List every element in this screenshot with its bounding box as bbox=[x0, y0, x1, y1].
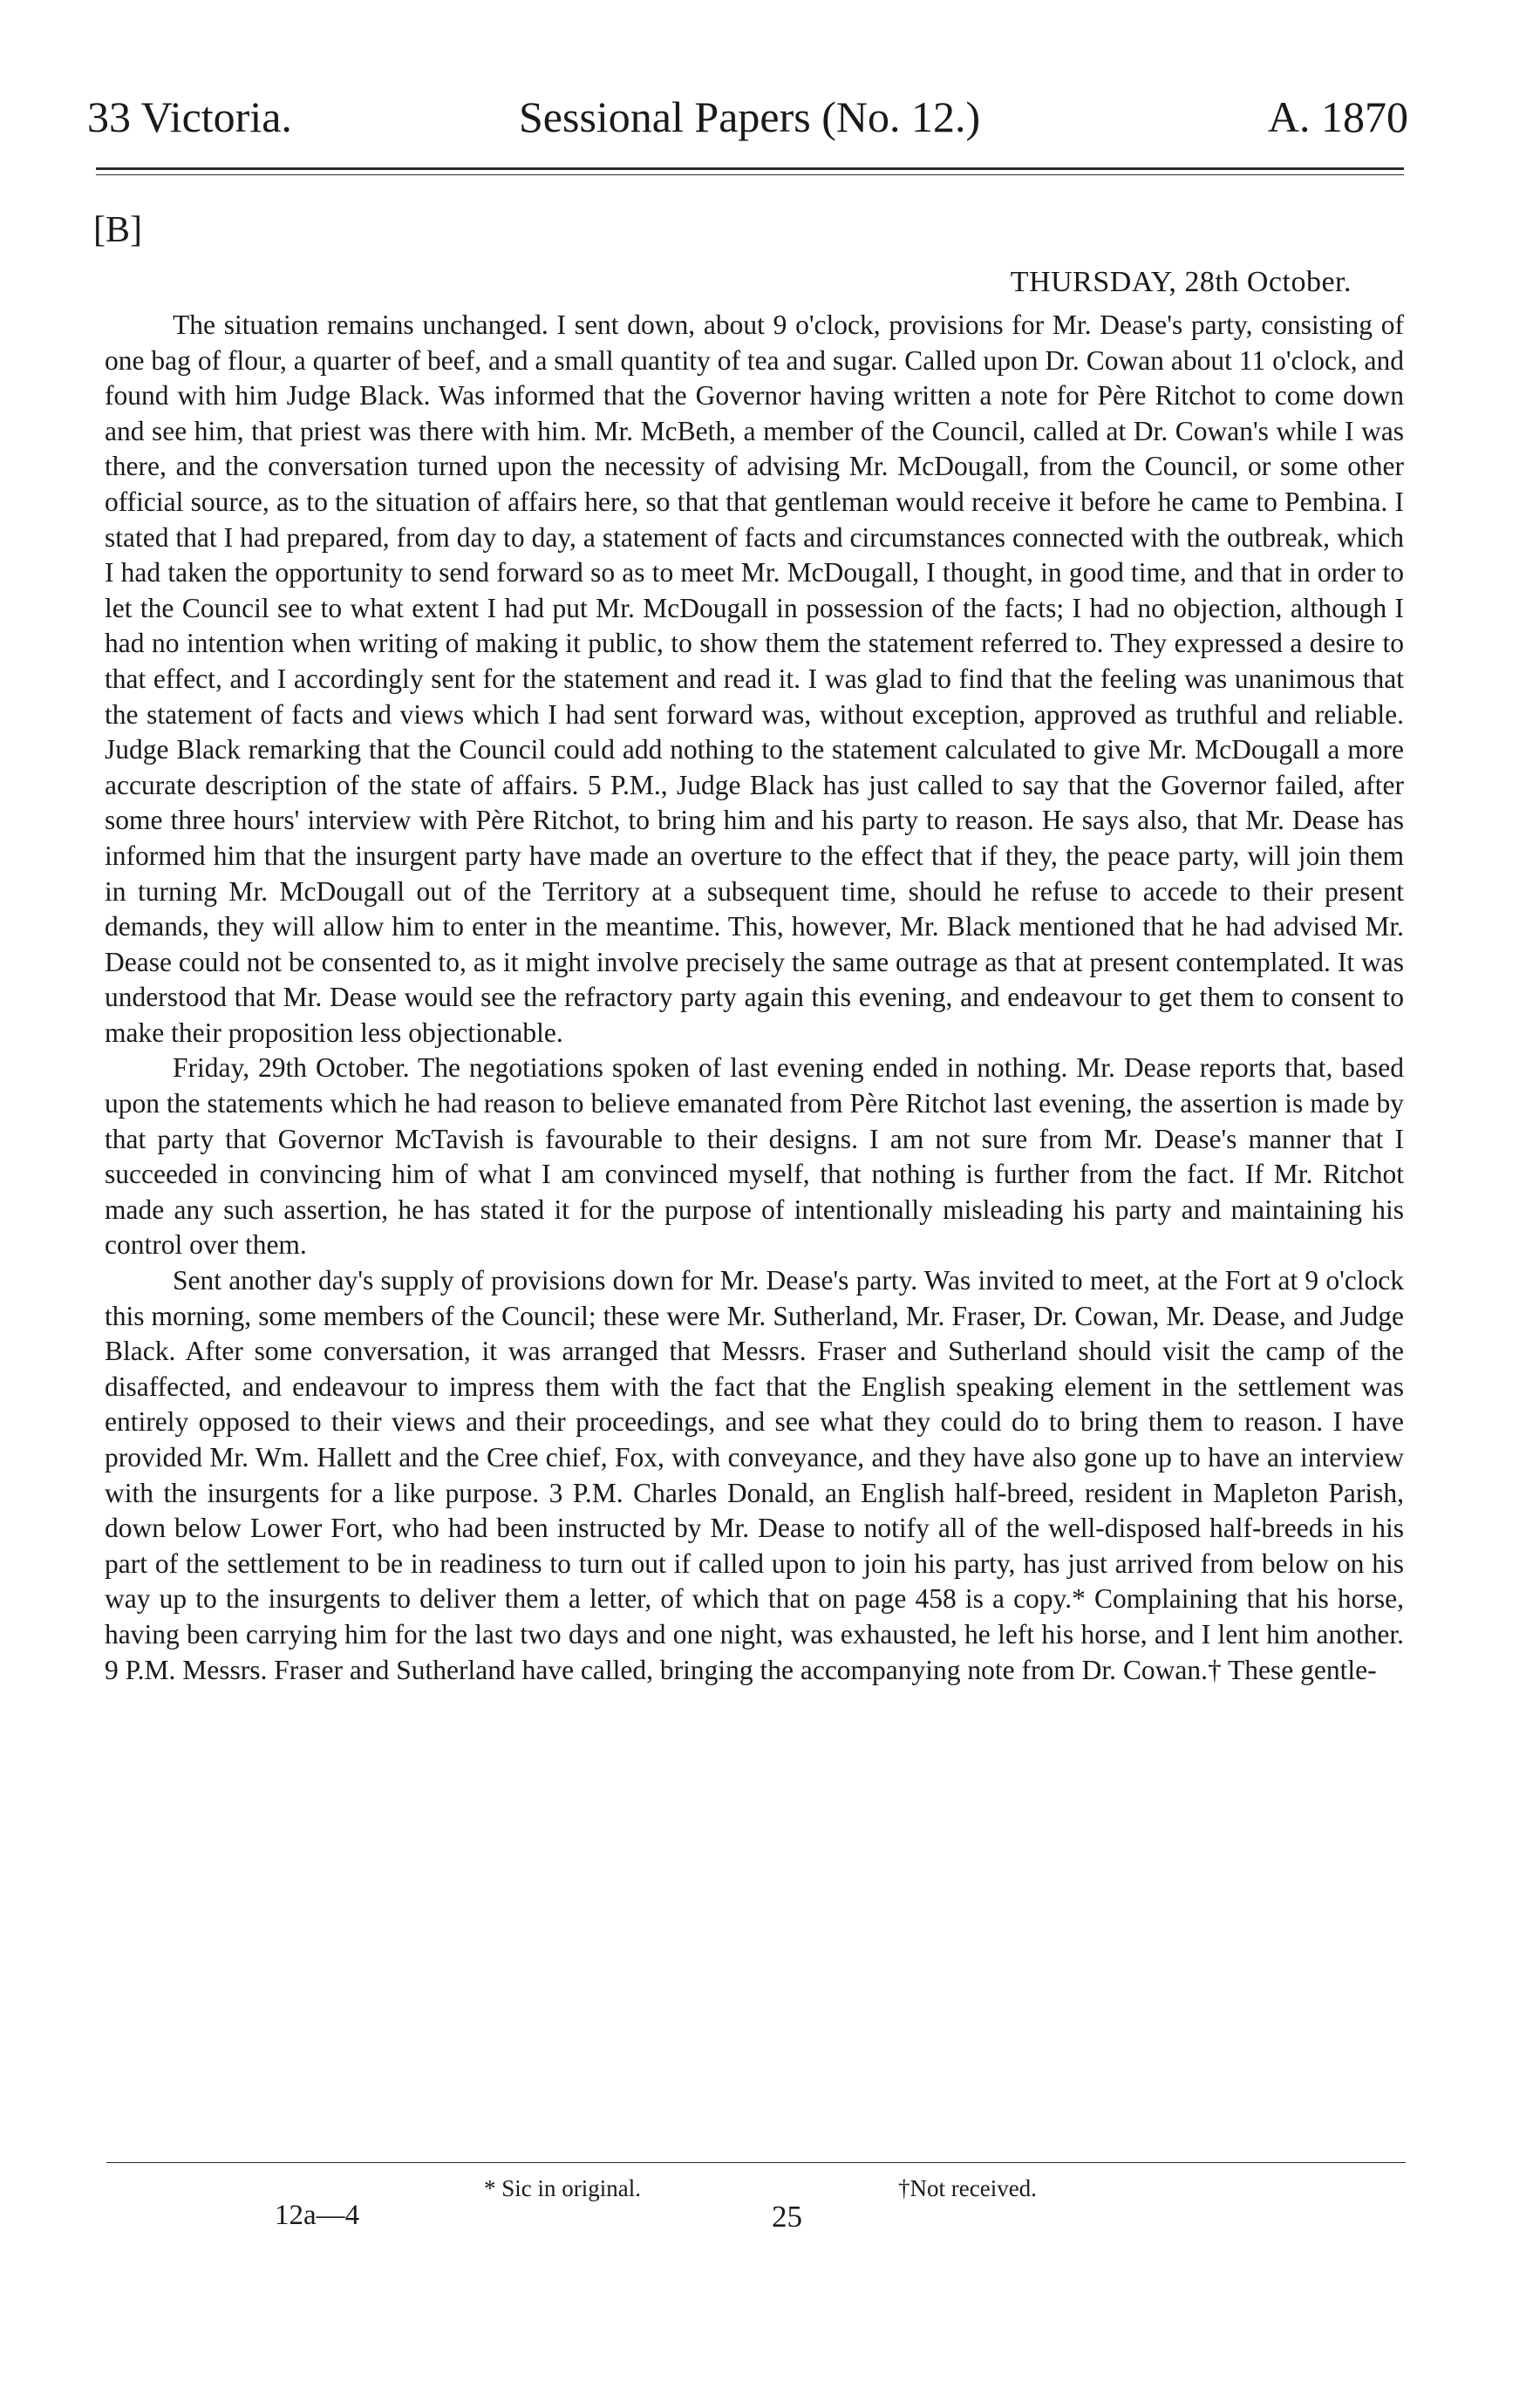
paragraph: The situation remains unchanged. I sent down, about 9 o'clock, provisions for Mr. Dease's party, consisting of one bag of flour, a quarter of beef, and a small quantity of tea and sugar. Called upon Dr. Cowan about 11 o'clock, and found with him Judge Black. Was informed that the Governor having written a note for Père Ritchot to come down and see him, that priest was there with him. Mr. McBeth, a member of the Council, called at Dr. Cowan's while I was there, and the conversation turned upon the necessity of advising Mr. McDougall, from the Council, or some other official source, as to the situation of affairs here, so that that gentleman would receive it before he came to Pembina. I stated that I had prepared, from day to day, a statement of facts and circumstances connected with the outbreak, which I had taken the opportunity to send forward so as to meet Mr. McDougall, I thought, in good time, and that in order to let the Council see to what extent I had put Mr. McDougall in possession of the facts; I had no objection, although I had no intention when writing of making it public, to show them the statement referred to. They expressed a desire to that effect, and I accordingly sent for the statement and read it. I was glad to find that the feeling was unanimous that the statement of facts and views which I had sent forward was, without exception, approved as truthful and reliable. Judge Black remarking that the Council could add nothing to the statement calculated to give Mr. McDougall a more accurate description of the state of affairs. 5 P.M., Judge Black has just called to say that the Governor failed, after some three hours' interview with Père Ritchot, to bring him and his party to reason. He says also, that Mr. Dease has informed him that the insurgent party have made an overture to the effect that if they, the peace party, will join them in turning Mr. McDougall out of the Territory at a subsequent time, should he refuse to accede to their present demands, they will allow him to enter in the meantime. This, however, Mr. Black mentioned that he had advised Mr. Dease could not be consented to, as it might involve precisely the same outrage as that at present contemplated. It was understood that Mr. Dease would see the refractory party again this evening, and endeavour to get them to consent to make their proposition less objectionable. bbox=[105, 310, 1404, 1048]
running-header bbox=[87, 92, 1408, 153]
section-mark: [B] bbox=[93, 210, 142, 250]
header-title: Sessional Papers (No. 12.) bbox=[519, 92, 981, 141]
body-text bbox=[105, 308, 1404, 1688]
paragraph: Friday, 29th October. The negotiations spoken of last evening ended in nothing. Mr. Dease reports that, based upon the statements which he had reason to believe emanated from Père Ritchot last evening, the assertion is made by that party that Governor McTavish is favourable to their designs. I am not sure from Mr. Dease's manner that I succeeded in convincing him of what I am convinced myself, that nothing is further from the fact. If Mr. Ritchot made any such assertion, he has stated it for the purpose of intentionally misleading his party and maintaining his control over them. bbox=[105, 1052, 1404, 1261]
header-rule-thick bbox=[96, 167, 1404, 170]
date-heading: THURSDAY, 28th October. bbox=[1010, 266, 1352, 298]
footnote-not-received: †Not received. bbox=[898, 2175, 1037, 2201]
header-rule-thin bbox=[96, 174, 1404, 175]
signature-mark: 12a—4 bbox=[275, 2200, 360, 2231]
header-year: A. 1870 bbox=[1267, 92, 1408, 141]
footnote-rule bbox=[106, 2162, 1406, 2163]
footnote-sic: * Sic in original. bbox=[484, 2175, 641, 2201]
page-number: 25 bbox=[772, 2200, 802, 2234]
header-session: 33 Victoria. bbox=[87, 92, 292, 141]
paragraph: Sent another day's supply of provisions down for Mr. Dease's party. Was invited to meet, at the Fort at 9 o'clock this morning, some members of the Council; these were Mr. Sutherland, Mr. Fraser, Dr. Cowan, Mr. Dease, and Judge Black. After some conversation, it was arranged that Messrs. Fraser and Sutherland should visit the camp of the disaffected, and endeavour to impress them with the fact that the English speaking element in the settlement was entirely opposed to their views and their proceedings, and see what they could do to bring them to reason. I have provided Mr. Wm. Hallett and the Cree chief, Fox, with conveyance, and they have also gone up to have an interview with the insurgents for a like purpose. 3 P.M. Charles Donald, an English half-breed, resident in Mapleton Parish, down below Lower Fort, who had been instructed by Mr. Dease to notify all of the well-disposed half-breeds in his part of the settlement to be in readiness to turn out if called upon to join his party, has just arrived from below on his way up to the insurgents to deliver them a letter, of which that on page 458 is a copy.* Complaining that his horse, having been carrying him for the last two days and one night, was exhausted, he left his horse, and I lent him another. 9 P.M. Messrs. Fraser and Sutherland have called, bringing the accompanying note from Dr. Cowan.† These gentle- bbox=[105, 1265, 1404, 1685]
